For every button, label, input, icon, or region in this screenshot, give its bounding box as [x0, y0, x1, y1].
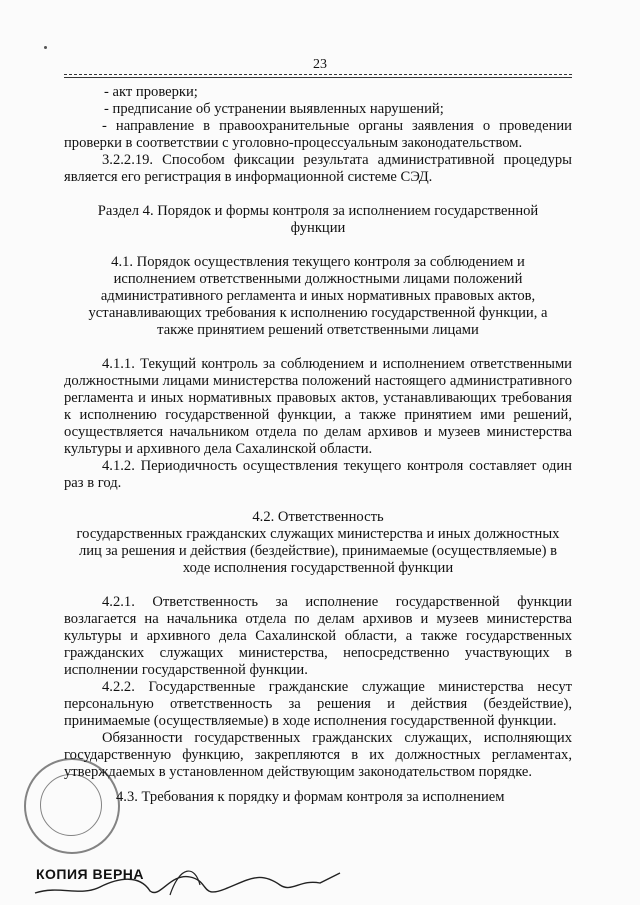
subsection-4-2-title: 4.2. Ответственность [252, 509, 384, 525]
paragraph-4-1-1: 4.1.1. Текущий контроль за соблюдением и исполнением ответственными должностными лицами министерства положений настоящего административного регламента и иных нормативных правовых актов, устанавливающих требования к исполнению государственной функции, а также принятием ими решений, осуществляется начальником отдела по делам архивов и музеев министерства культуры и архивного дела Сахалинской области. [64, 356, 572, 457]
paragraph-4-2-3: Обязанности государственных гражданских служащих, исполняющих государственную функцию, закрепляются в их должностных регламентах, утверждаемых в установленном действующим законодательством порядке. [64, 730, 572, 780]
paragraph-4-2-1: 4.2.1. Ответственность за исполнение государственной функции возлагается на начальника отдела по делам архивов и музеев министерства культуры и архивного дела Сахалинской области, а также государственных гражданских служащих министерства, непосредственно участвующих в исполнении государственной функции. [64, 594, 572, 678]
subsection-4-2-title-rest: государственных гражданских служащих министерства и иных должностных лиц за решения и действия (бездействие), принимаемые (осуществляемые) в ходе исполнения государственной функции [76, 526, 560, 576]
subsection-4-1-title: 4.1. Порядок осуществления текущего контроля за соблюдением и исполнением ответственными должностными лицами положений административного регламента и иных нормативных правовых актов, устанавливающих требования к исполнению государственной функции, а также принятием решений ответственными лицами [88, 254, 548, 338]
archive-seal-stamp [24, 758, 120, 854]
paragraph-3-2-2-19: 3.2.2.19. Способом фиксации результата административной процедуры является его регистрация в информационной системе СЭД. [64, 152, 572, 185]
header-rule-dashed [64, 74, 572, 75]
list-item-order: - предписание об устранении выявленных нарушений; [104, 101, 444, 117]
page-number: 23 [313, 57, 327, 72]
document-body [64, 84, 572, 806]
subsection-4-3-title: 4.3. Требования к порядку и формам контроля за исполнением [116, 789, 505, 805]
paragraph-4-1-2: 4.1.2. Периодичность осуществления текущего контроля составляет один раз в год. [64, 458, 572, 491]
paragraph-4-2-2: 4.2.2. Государственные гражданские служащие министерства несут персональную ответственность за решения и действия (бездействие), принимаемые (осуществляемые) в ходе исполнения государственной функции. [64, 679, 572, 729]
section-4-title: Раздел 4. Порядок и формы контроля за исполнением государственной функции [97, 203, 539, 236]
header-rule-solid [64, 77, 572, 78]
copy-certified-stamp: КОПИЯ ВЕРНА [36, 866, 145, 882]
list-item-referral: - направление в правоохранительные органы заявления о проведении проверки в соответствии с уголовно-процессуальным законодательством. [64, 118, 572, 151]
scan-speck [44, 46, 47, 49]
handwritten-signature [30, 855, 370, 905]
list-item-act: - акт проверки; [104, 84, 198, 100]
